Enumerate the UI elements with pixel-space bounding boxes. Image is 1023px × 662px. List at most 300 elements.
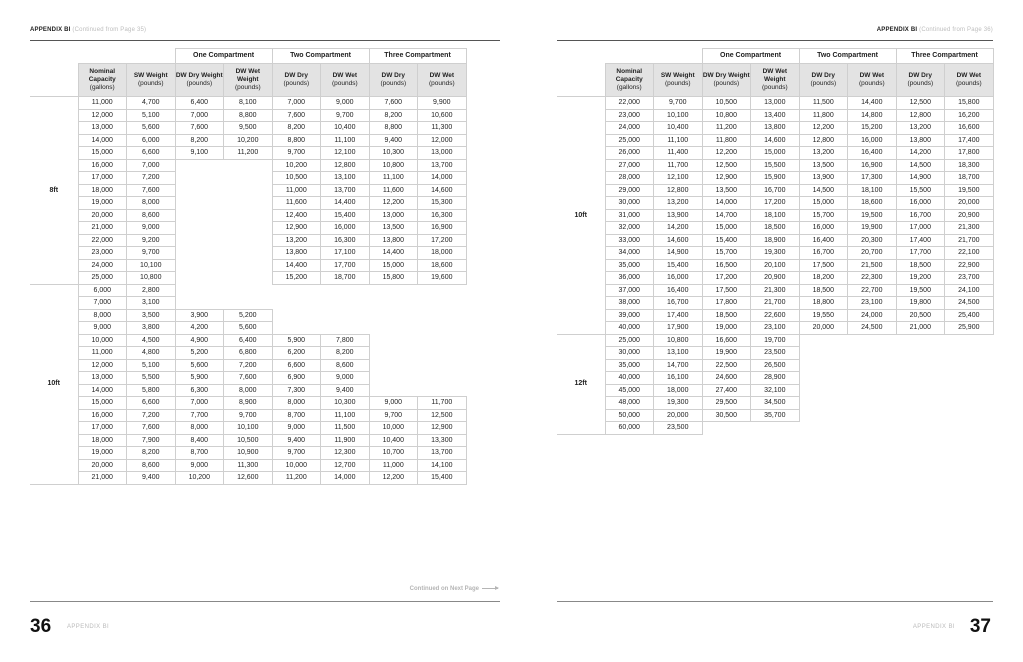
empty-cell	[418, 384, 467, 397]
table-cell: 39,000	[605, 309, 654, 322]
column-header-unit: (gallons)	[616, 84, 642, 91]
table-row	[557, 347, 993, 360]
table-cell: 3,100	[127, 297, 176, 310]
table-cell: 6,900	[272, 372, 321, 385]
table-cell: 16,000	[321, 222, 370, 235]
group-header: Two Compartment	[272, 49, 369, 64]
table-cell: 8,000	[224, 384, 273, 397]
table-cell: 24,600	[702, 372, 751, 385]
table-cell: 14,900	[654, 247, 703, 260]
empty-cell	[224, 272, 273, 285]
table-cell: 17,000	[896, 222, 945, 235]
table-cell: 12,200	[702, 147, 751, 160]
capacity-weight-table	[30, 48, 467, 485]
table-cell: 12,200	[369, 197, 418, 210]
table-cell: 10,300	[369, 147, 418, 160]
table-cell: 24,500	[848, 322, 897, 335]
empty-cell	[175, 234, 224, 247]
table-row	[557, 97, 993, 110]
table-cell: 11,200	[702, 122, 751, 135]
empty-cell	[369, 347, 418, 360]
table-cell: 15,500	[751, 159, 800, 172]
table-cell: 10,500	[702, 97, 751, 110]
table-cell: 16,700	[799, 247, 848, 260]
table-cell: 16,000	[654, 272, 703, 285]
column-header-label: DW Dry Weight	[175, 72, 223, 79]
table-cell: 12,000	[418, 134, 467, 147]
empty-cell	[896, 422, 945, 435]
table-row	[30, 409, 466, 422]
table-cell: 5,100	[127, 109, 176, 122]
empty-cell	[418, 347, 467, 360]
table-row	[557, 122, 993, 135]
table-cell: 13,200	[654, 197, 703, 210]
table-cell: 13,700	[418, 159, 467, 172]
table-cell: 7,600	[127, 184, 176, 197]
table-cell: 8,200	[369, 109, 418, 122]
empty-cell	[896, 359, 945, 372]
empty-cell	[369, 359, 418, 372]
table-cell: 14,600	[751, 134, 800, 147]
table-cell: 13,900	[799, 172, 848, 185]
table-cell: 13,000	[751, 97, 800, 110]
table-cell: 20,000	[799, 322, 848, 335]
table-row	[557, 109, 993, 122]
table-row	[30, 472, 466, 485]
empty-cell	[848, 397, 897, 410]
table-cell: 30,000	[605, 347, 654, 360]
table-cell: 19,900	[702, 347, 751, 360]
empty-cell	[799, 372, 848, 385]
column-header-label: DW Dry Weight	[702, 72, 750, 79]
empty-cell	[224, 197, 273, 210]
table-cell: 8,800	[224, 109, 273, 122]
table-cell: 11,100	[321, 134, 370, 147]
table-cell: 11,100	[369, 172, 418, 185]
table-row	[30, 172, 466, 185]
table-cell: 18,500	[751, 222, 800, 235]
table-row	[557, 359, 993, 372]
table-row	[30, 322, 466, 335]
table-cell: 17,400	[654, 309, 703, 322]
table-cell: 4,900	[175, 334, 224, 347]
empty-cell	[848, 334, 897, 347]
table-cell: 13,500	[702, 184, 751, 197]
column-header-row	[30, 64, 466, 97]
table-cell: 15,000	[751, 147, 800, 160]
table-cell: 18,000	[418, 247, 467, 260]
table-cell: 13,400	[751, 109, 800, 122]
table-cell: 15,900	[751, 172, 800, 185]
column-header-unit: (pounds)	[858, 80, 885, 87]
table-cell: 15,300	[418, 197, 467, 210]
table-cell: 18,600	[848, 197, 897, 210]
table-cell: 7,600	[369, 97, 418, 110]
table-cell: 11,800	[702, 134, 751, 147]
table-cell: 9,400	[321, 384, 370, 397]
table-cell: 3,900	[175, 309, 224, 322]
table-cell: 16,000	[78, 159, 127, 172]
table-cell: 8,000	[272, 397, 321, 410]
empty-cell	[224, 209, 273, 222]
table-row	[30, 259, 466, 272]
column-header-unit: (gallons)	[89, 84, 115, 91]
table-cell: 12,000	[78, 359, 127, 372]
table-cell: 8,000	[78, 309, 127, 322]
table-cell: 6,800	[224, 347, 273, 360]
table-cell: 10,100	[224, 422, 273, 435]
table-row	[30, 309, 466, 322]
column-header	[799, 64, 848, 97]
table-cell: 12,800	[654, 184, 703, 197]
table-row	[30, 347, 466, 360]
table-row	[30, 97, 466, 110]
empty-cell	[321, 322, 370, 335]
empty-cell	[896, 334, 945, 347]
column-header-unit: (pounds)	[380, 80, 407, 87]
table-cell: 11,500	[321, 422, 370, 435]
table-cell: 12,200	[799, 122, 848, 135]
table-cell: 32,100	[751, 384, 800, 397]
table-cell: 12,300	[321, 447, 370, 460]
column-header	[369, 64, 418, 97]
table-cell: 17,200	[702, 272, 751, 285]
table-cell: 7,200	[224, 359, 273, 372]
table-cell: 24,000	[78, 259, 127, 272]
table-cell: 10,200	[224, 134, 273, 147]
table-cell: 6,400	[224, 334, 273, 347]
table-cell: 8,200	[272, 122, 321, 135]
table-cell: 10,800	[702, 109, 751, 122]
table-cell: 11,100	[654, 134, 703, 147]
column-header	[751, 64, 800, 97]
empty-cell	[945, 372, 994, 385]
table-cell: 9,700	[272, 147, 321, 160]
table-cell: 18,900	[751, 234, 800, 247]
empty-cell	[224, 172, 273, 185]
table-row	[30, 209, 466, 222]
table-cell: 12,900	[272, 222, 321, 235]
column-header-label: SW Weight	[660, 72, 695, 79]
table-cell: 9,000	[369, 397, 418, 410]
table-row	[30, 459, 466, 472]
page-header	[557, 27, 993, 41]
table-cell: 14,700	[654, 359, 703, 372]
table-cell: 22,900	[945, 259, 994, 272]
table-cell: 16,100	[654, 372, 703, 385]
table-row	[557, 222, 993, 235]
table-cell: 7,000	[175, 109, 224, 122]
table-cell: 9,400	[369, 134, 418, 147]
table-cell: 17,000	[78, 422, 127, 435]
table-cell: 16,000	[78, 409, 127, 422]
table-cell: 17,500	[799, 259, 848, 272]
empty-cell	[369, 322, 418, 335]
table-cell: 14,100	[418, 459, 467, 472]
table-cell: 11,000	[78, 347, 127, 360]
table-cell: 13,000	[78, 372, 127, 385]
table-cell: 21,500	[848, 259, 897, 272]
group-header: One Compartment	[175, 49, 272, 64]
table-cell: 19,000	[78, 447, 127, 460]
empty-cell	[848, 372, 897, 385]
table-cell: 8,700	[272, 409, 321, 422]
table-cell: 7,000	[127, 159, 176, 172]
group-header: Three Compartment	[369, 49, 466, 64]
table-cell: 12,800	[321, 159, 370, 172]
table-cell: 27,000	[605, 159, 654, 172]
table-cell: 29,500	[702, 397, 751, 410]
table-cell: 11,200	[224, 147, 273, 160]
empty-cell	[945, 409, 994, 422]
table-cell: 10,800	[127, 272, 176, 285]
table-cell: 22,600	[751, 309, 800, 322]
table-cell: 9,000	[321, 97, 370, 110]
table-cell: 4,200	[175, 322, 224, 335]
table-cell: 11,600	[272, 197, 321, 210]
empty-cell	[799, 384, 848, 397]
table-cell: 10,000	[272, 459, 321, 472]
table-cell: 15,200	[272, 272, 321, 285]
empty-cell	[418, 322, 467, 335]
table-row	[557, 297, 993, 310]
table-cell: 13,000	[78, 122, 127, 135]
table-cell: 15,000	[369, 259, 418, 272]
page-36	[30, 0, 500, 662]
table-cell: 9,000	[175, 459, 224, 472]
empty-cell	[175, 172, 224, 185]
empty-cell	[272, 297, 321, 310]
table-cell: 35,000	[605, 259, 654, 272]
table-cell: 50,000	[605, 409, 654, 422]
empty-cell	[945, 422, 994, 435]
table-cell: 13,000	[369, 209, 418, 222]
table-cell: 8,600	[321, 359, 370, 372]
table-cell: 10,600	[418, 109, 467, 122]
column-header-label: DW Dry	[908, 72, 933, 79]
table-cell: 13,200	[272, 234, 321, 247]
table-cell: 13,100	[654, 347, 703, 360]
table-cell: 18,500	[799, 284, 848, 297]
column-header	[224, 64, 273, 97]
table-cell: 23,500	[751, 347, 800, 360]
table-cell: 19,500	[896, 284, 945, 297]
table-cell: 19,000	[702, 322, 751, 335]
table-cell: 7,700	[175, 409, 224, 422]
table-cell: 25,000	[605, 334, 654, 347]
table-cell: 8,800	[272, 134, 321, 147]
table-cell: 17,000	[78, 172, 127, 185]
table-row	[557, 184, 993, 197]
table-cell: 22,000	[78, 234, 127, 247]
table-cell: 22,000	[605, 97, 654, 110]
empty-cell	[175, 197, 224, 210]
empty-cell	[175, 259, 224, 272]
table-cell: 25,400	[945, 309, 994, 322]
column-header-unit: (pounds)	[810, 80, 837, 87]
table-cell: 9,500	[224, 122, 273, 135]
table-cell: 18,200	[799, 272, 848, 285]
table-cell: 3,800	[127, 322, 176, 335]
table-cell: 13,800	[369, 234, 418, 247]
column-header	[945, 64, 994, 97]
empty-cell	[848, 422, 897, 435]
table-cell: 10,000	[369, 422, 418, 435]
column-header-unit: (pounds)	[283, 80, 310, 87]
header-continued: (Continued from Page 35)	[72, 27, 147, 33]
table-cell: 22,300	[848, 272, 897, 285]
empty-cell	[272, 309, 321, 322]
column-header	[654, 64, 703, 97]
table-cell: 10,000	[78, 334, 127, 347]
table-cell: 11,300	[224, 459, 273, 472]
table-cell: 5,600	[127, 122, 176, 135]
table-cell: 13,800	[896, 134, 945, 147]
table-cell: 5,600	[175, 359, 224, 372]
table-cell: 18,100	[848, 184, 897, 197]
table-row	[557, 134, 993, 147]
table-row	[557, 209, 993, 222]
table-cell: 23,500	[654, 422, 703, 435]
table-cell: 6,600	[127, 147, 176, 160]
table-cell: 15,200	[848, 122, 897, 135]
table-row	[557, 272, 993, 285]
table-cell: 4,700	[127, 97, 176, 110]
table-cell: 19,500	[848, 209, 897, 222]
table-cell: 28,900	[751, 372, 800, 385]
table-row	[30, 247, 466, 260]
table-row	[557, 259, 993, 272]
table-row	[30, 159, 466, 172]
table-cell: 16,700	[751, 184, 800, 197]
table-cell: 20,300	[848, 234, 897, 247]
empty-cell	[799, 347, 848, 360]
empty-cell	[175, 284, 224, 297]
length-section-label: 10ft	[30, 284, 78, 484]
table-cell: 14,600	[418, 184, 467, 197]
table-cell: 7,900	[127, 434, 176, 447]
column-header	[605, 64, 654, 97]
empty-cell	[175, 184, 224, 197]
table-cell: 10,200	[175, 472, 224, 485]
table-cell: 8,000	[127, 197, 176, 210]
table-row	[557, 197, 993, 210]
table-cell: 22,100	[945, 247, 994, 260]
table-cell: 18,300	[945, 159, 994, 172]
table-cell: 13,300	[418, 434, 467, 447]
table-cell: 17,200	[418, 234, 467, 247]
page-number: 36	[30, 616, 52, 637]
table-cell: 15,800	[369, 272, 418, 285]
table-cell: 17,200	[751, 197, 800, 210]
table-row	[30, 284, 466, 297]
table-cell: 13,500	[799, 159, 848, 172]
table-cell: 15,000	[78, 147, 127, 160]
table-cell: 18,700	[945, 172, 994, 185]
table-cell: 18,000	[78, 434, 127, 447]
table-row	[30, 197, 466, 210]
page-footer	[30, 601, 500, 637]
table-cell: 10,700	[369, 447, 418, 460]
table-cell: 16,400	[799, 234, 848, 247]
table-cell: 16,000	[799, 222, 848, 235]
table-cell: 20,000	[945, 197, 994, 210]
table-cell: 20,700	[848, 247, 897, 260]
table-cell: 7,200	[127, 409, 176, 422]
column-header-unit: (pounds)	[761, 84, 788, 91]
table-cell: 18,800	[799, 297, 848, 310]
table-cell: 16,200	[945, 109, 994, 122]
column-header-label: DW Dry	[811, 72, 836, 79]
table-cell: 10,100	[127, 259, 176, 272]
table-cell: 8,200	[321, 347, 370, 360]
table-cell: 19,000	[78, 197, 127, 210]
table-cell: 12,500	[418, 409, 467, 422]
column-header-unit: (pounds)	[664, 80, 691, 87]
empty-cell	[896, 384, 945, 397]
table-cell: 9,700	[369, 409, 418, 422]
empty-cell	[175, 297, 224, 310]
table-cell: 9,000	[78, 322, 127, 335]
column-header	[272, 64, 321, 97]
table-cell: 17,900	[654, 322, 703, 335]
header-title: APPENDIX BI	[876, 27, 918, 33]
table-cell: 11,400	[654, 147, 703, 160]
column-header	[127, 64, 176, 97]
table-cell: 6,200	[272, 347, 321, 360]
column-header-label: DW Dry	[381, 72, 406, 79]
table-cell: 17,800	[945, 147, 994, 160]
table-cell: 15,700	[799, 209, 848, 222]
table-row	[30, 434, 466, 447]
table-cell: 17,300	[848, 172, 897, 185]
table-cell: 11,000	[369, 459, 418, 472]
table-cell: 7,600	[127, 422, 176, 435]
table-cell: 8,600	[127, 209, 176, 222]
table-cell: 2,800	[127, 284, 176, 297]
blank-cell	[557, 64, 605, 97]
table-cell: 15,400	[418, 472, 467, 485]
empty-cell	[224, 284, 273, 297]
table-row	[557, 159, 993, 172]
table-cell: 6,300	[175, 384, 224, 397]
column-header	[321, 64, 370, 97]
empty-cell	[848, 409, 897, 422]
table-cell: 12,600	[224, 472, 273, 485]
table-cell: 15,800	[945, 97, 994, 110]
table-cell: 18,700	[321, 272, 370, 285]
empty-cell	[224, 247, 273, 260]
table-cell: 8,100	[224, 97, 273, 110]
group-header-row	[30, 49, 466, 64]
table-row	[30, 184, 466, 197]
table-cell: 18,500	[896, 259, 945, 272]
column-header-row	[557, 64, 993, 97]
table-cell: 14,400	[321, 197, 370, 210]
table-cell: 6,000	[127, 134, 176, 147]
empty-cell	[848, 347, 897, 360]
table-cell: 5,900	[175, 372, 224, 385]
column-header	[418, 64, 467, 97]
table-row	[557, 234, 993, 247]
table-cell: 14,900	[896, 172, 945, 185]
empty-cell	[945, 334, 994, 347]
table-row	[30, 147, 466, 160]
table-cell: 7,000	[78, 297, 127, 310]
table-cell: 14,000	[418, 172, 467, 185]
table-cell: 7,600	[224, 372, 273, 385]
table-cell: 12,000	[78, 109, 127, 122]
